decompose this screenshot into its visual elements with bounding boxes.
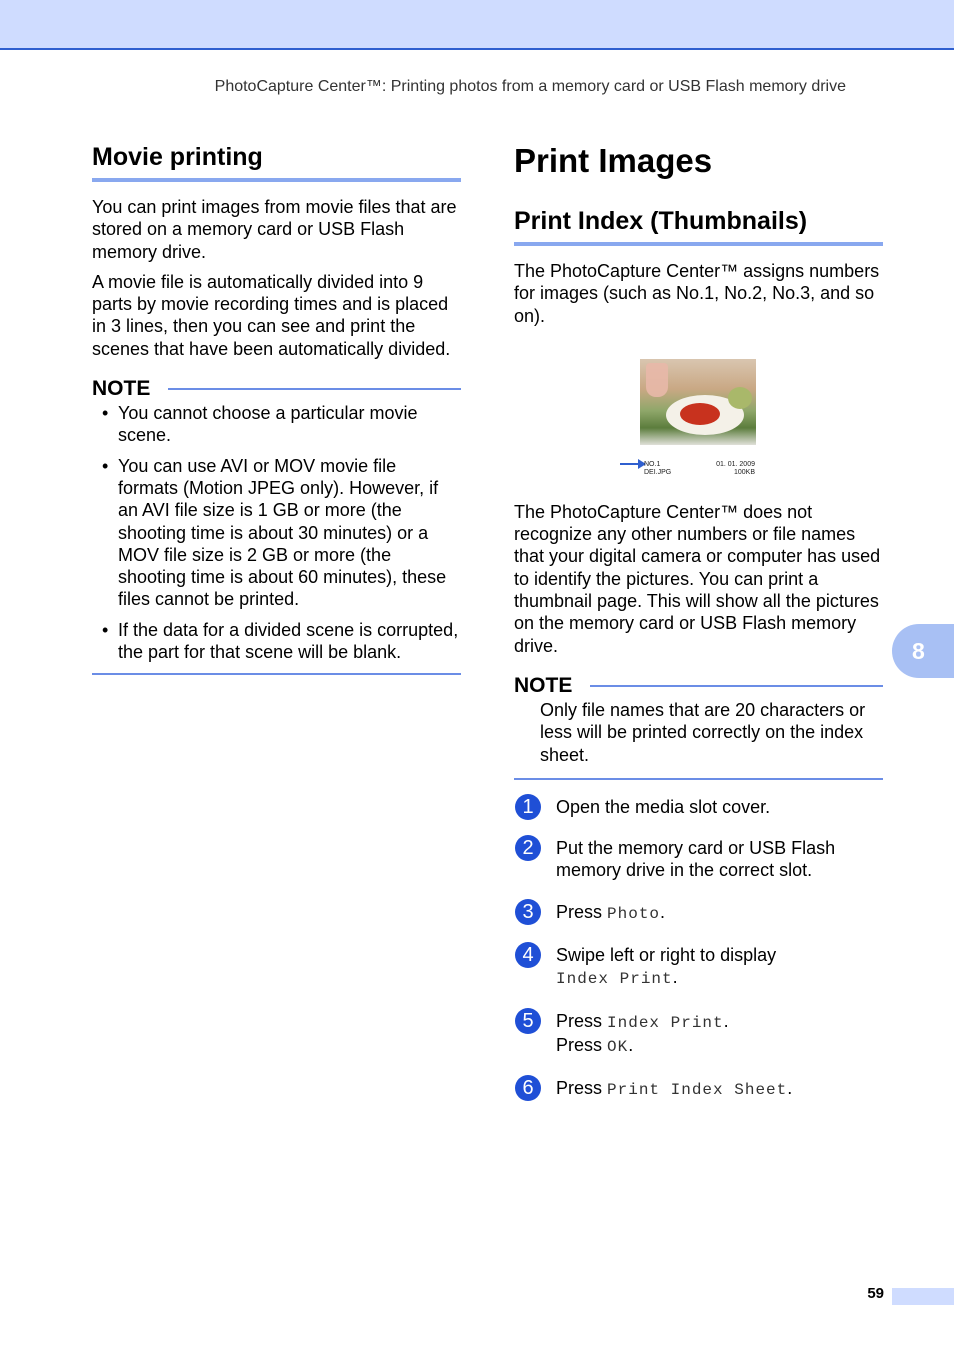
page-number-bar [892,1288,954,1305]
bullet-icon: • [102,403,109,424]
list-item-text: If the data for a divided scene is corrupted, the part for that scene will be blank. [118,619,459,663]
paragraph: You can print images from movie files that are stored on a memory card or USB Flash memory drive. [92,197,457,262]
left-column [92,140,461,675]
step-number-badge: 3 [515,899,541,925]
note-title: NOTE [514,673,573,697]
list-item-text: You cannot choose a particular movie scene. [118,403,418,446]
top-band [0,0,954,50]
step-text: Press [556,1078,608,1099]
paragraph: A movie file is automatically divided into 9 parts by movie recording times and is placed in 3 lines, then you can see and print the scenes that have been automatically divided. [92,271,451,359]
note-end-rule [92,673,461,675]
section-heading-print-index: Print Index (Thumbnails) [514,204,883,246]
note-title: NOTE [92,377,151,401]
lcd-text: OK [607,1037,629,1056]
thumbnail-figure [514,359,883,489]
paragraph: The PhotoCapture Center™ does not recognize any other numbers or file names that your digital camera or computer has used to identify the pictures. You can print a thumbnail page. This will show all the pictures on the memory card or USB Flash memory drive. [514,501,881,656]
note-text: Only file names that are 20 characters or less will be printed correctly on the index sheet. [540,699,866,765]
step-text: Press [556,901,608,922]
step-number-badge: 4 [515,942,541,968]
list-item-text: You can use AVI or MOV movie file formats (Motion JPEG only). However, if an AVI file size is 1 GB or more (the shooting time is about 30 minutes) or a MOV file size is 2 GB or more (the shooting time is about 60 minutes), these files cannot be printed. [118,455,447,610]
note-header [514,673,883,699]
step-text: Swipe left or right to display [556,945,777,966]
running-header: PhotoCapture Center™: Printing photos from a memory card or USB Flash memory drive [214,78,846,95]
step-item: 6 Press Print Index Sheet. [514,1077,883,1101]
lcd-text: Print Index Sheet [607,1081,788,1100]
note-rule [590,685,883,687]
step-item [514,837,883,882]
note-header [92,376,461,402]
paragraph: The PhotoCapture Center™ assigns numbers for images (such as No.1, No.2, No.3, and so on). [514,261,880,326]
lcd-text: Index Print [556,970,673,989]
list-item [92,619,461,664]
thumbnail-photo [640,359,756,445]
lcd-text: Photo [607,904,661,923]
step-number-badge: 6 [515,1075,541,1101]
list-item [92,402,461,447]
step-item: 5 Press Index Print. Press OK. [514,1010,883,1059]
note-rule [168,388,461,390]
bullet-icon: • [102,455,109,476]
thumbnail-filename: DEI.JPG [644,468,672,476]
step-text: Press [556,1034,608,1055]
chapter-tab: 8 [892,624,954,678]
page-title: Print Images [514,142,713,179]
section-heading-movie-printing: Movie printing [92,140,461,182]
right-column [514,140,883,1102]
step-number-badge: 5 [515,1008,541,1034]
step-item [514,796,883,818]
bullet-icon: • [102,619,109,640]
arrow-icon [620,463,644,465]
thumbnail-number: NO.1 [644,460,661,468]
step-text: Open the media slot cover. [556,796,771,817]
note-list [92,402,461,663]
step-item: 3 Press Photo. [514,901,883,925]
step-number-badge: 2 [515,835,541,861]
step-text: Put the memory card or USB Flash memory drive in the correct slot. [556,838,836,881]
step-text: Press [556,1010,608,1031]
lcd-text: Index Print [607,1013,724,1032]
step-number-badge: 1 [515,794,541,820]
step-item: 4 Swipe left or right to display Index Print. [514,944,883,991]
page-number: 59 [867,1285,884,1302]
thumbnail-size: 100KB [733,468,755,476]
step-list [514,796,883,1102]
thumbnail-date: 01. 01. 2009 [716,460,755,468]
list-item [92,455,461,611]
